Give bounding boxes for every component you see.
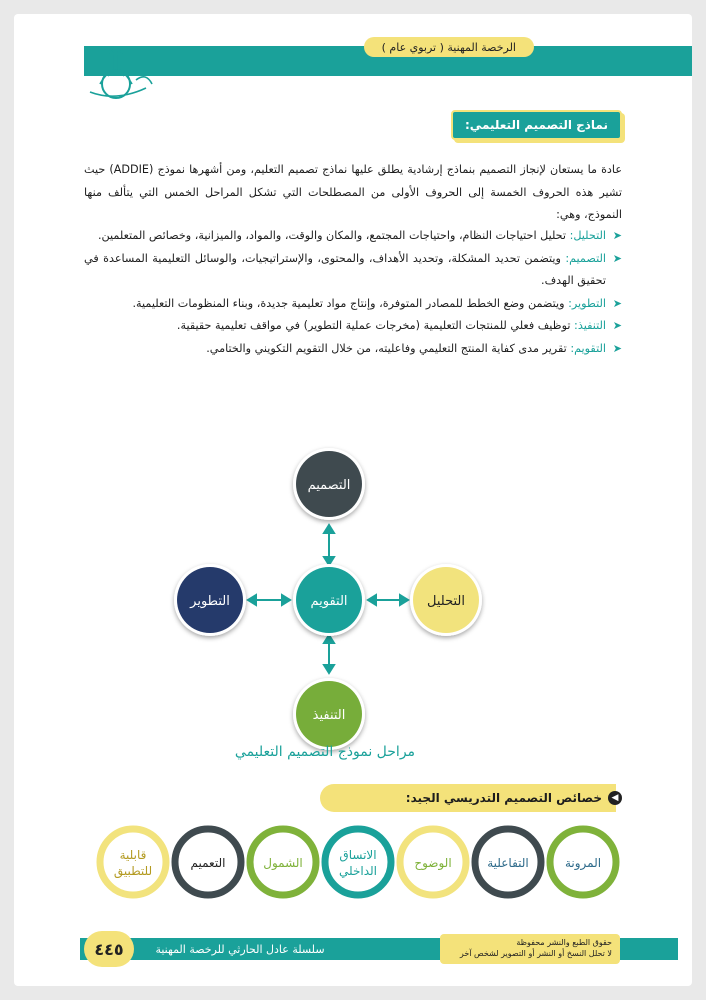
feature-ring	[325, 829, 391, 895]
bullet-text: توظيف فعلي للمنتجات التعليمية (مخرجات عملية التطوير) في مواقف تعليمية حقيقية.	[176, 319, 575, 332]
arrow-icon	[324, 665, 334, 673]
feature-label: للتطبيق	[113, 864, 153, 878]
bullet-text: تقرير مدى كفاية المنتج التعليمي وفاعليته، من خلال التقويم التكويني والختامي.	[206, 341, 571, 355]
node-left-label: التطوير	[190, 594, 230, 609]
node-center	[293, 564, 365, 636]
arrow-circle-icon: ◀	[608, 791, 622, 805]
intro-paragraph: عادة ما يستعان لإنجاز التصميم بنماذج إرشادية يطلق عليها نماذج تصميم التعليم، ومن أشهرها نموذج (ADDIE) حيث تشير هذه الحروف الخمسة إلى الحروف الأولى من المصطلحات التي تشكل المراحل الخمس التي يتألف منها النموذج، وهي:	[84, 163, 622, 222]
arrow-icon	[368, 595, 376, 605]
node-right	[410, 564, 482, 636]
footer-series: سلسلة عادل الحارثي للرخصة المهنية	[155, 942, 325, 956]
feature-item	[100, 829, 166, 895]
bullet-term: التقويم:	[570, 341, 606, 355]
feature-label: الداخلي	[338, 864, 378, 878]
arrow-icon: ➤	[612, 251, 622, 265]
node-bottom	[293, 678, 365, 750]
bullet-text: ويتضمن تحديد المشكلة، وتحديد الأهداف، والمحتوى، والإستراتيجيات، والوسائل التعليمية المساعدة في تحقيق الهدف.	[84, 251, 606, 287]
node-top-label: التصميم	[307, 478, 351, 493]
feature-label: المرونة	[564, 856, 602, 870]
feature-item	[400, 829, 466, 895]
bullet-text: ويتضمن وضع الخطط للمصادر المتوفرة، وإنتاج مواد تعليمية جديدة، وبناء المنظومات التعليمية.	[132, 296, 569, 310]
node-right-label: التحليل	[427, 594, 465, 609]
node-left	[174, 564, 246, 636]
bullet-term: التصميم:	[565, 251, 606, 265]
feature-item	[175, 829, 241, 895]
arrow-icon: ➤	[612, 229, 622, 242]
arrow-icon: ➤	[612, 341, 622, 355]
section-title: نماذج التصميم التعليمي:	[451, 110, 622, 140]
rights-notice	[440, 934, 620, 964]
arrow-icon	[324, 557, 334, 565]
feature-item	[550, 829, 616, 895]
feature-label: الوضوح	[414, 856, 452, 870]
feature-label: قابلية	[119, 848, 147, 862]
feature-label: الشمول	[263, 856, 303, 870]
bullet-term: التطوير:	[568, 296, 606, 310]
arrow-icon: ➤	[612, 319, 622, 332]
features-title: خصائص التصميم التدريسي الجيد:	[405, 791, 602, 805]
features-row	[100, 829, 616, 895]
arrow-icon	[248, 595, 256, 605]
page-number: ٤٤٥	[84, 931, 134, 967]
arrow-icon: ➤	[612, 296, 622, 310]
features-header	[406, 784, 622, 812]
node-bottom-label: التنفيذ	[312, 708, 346, 723]
feature-item	[325, 829, 391, 895]
feature-item	[475, 829, 541, 895]
arrow-icon	[282, 595, 290, 605]
node-top	[293, 448, 365, 520]
arrow-icon	[400, 595, 408, 605]
arrow-icon	[324, 635, 334, 643]
feature-label: الاتساق	[339, 848, 377, 862]
bullet-text: تحليل احتياجات النظام، واحتياجات المجتمع، والمكان والوقت، والمواد، والميزانية، وخصائص المتعلمين.	[97, 229, 570, 242]
arrow-icon	[324, 525, 334, 533]
bullet-term: التنفيذ:	[574, 319, 606, 332]
diagram-caption: مراحل نموذج التصميم التعليمي	[234, 744, 416, 760]
feature-item	[250, 829, 316, 895]
header-title: الرخصة المهنية ( تربوي عام )	[364, 37, 534, 57]
feature-label: التفاعلية	[487, 856, 529, 870]
node-center-label: التقويم	[310, 594, 348, 609]
rights-line-1: حقوق الطبع والنشر محفوظة	[516, 938, 612, 947]
feature-label: التعميم	[190, 856, 226, 870]
feature-ring	[100, 829, 166, 895]
rights-line-2: لا تحلل النسخ أو النشر أو التصوير لشخص آخر	[459, 949, 612, 958]
bullet-term: التحليل:	[569, 229, 606, 242]
